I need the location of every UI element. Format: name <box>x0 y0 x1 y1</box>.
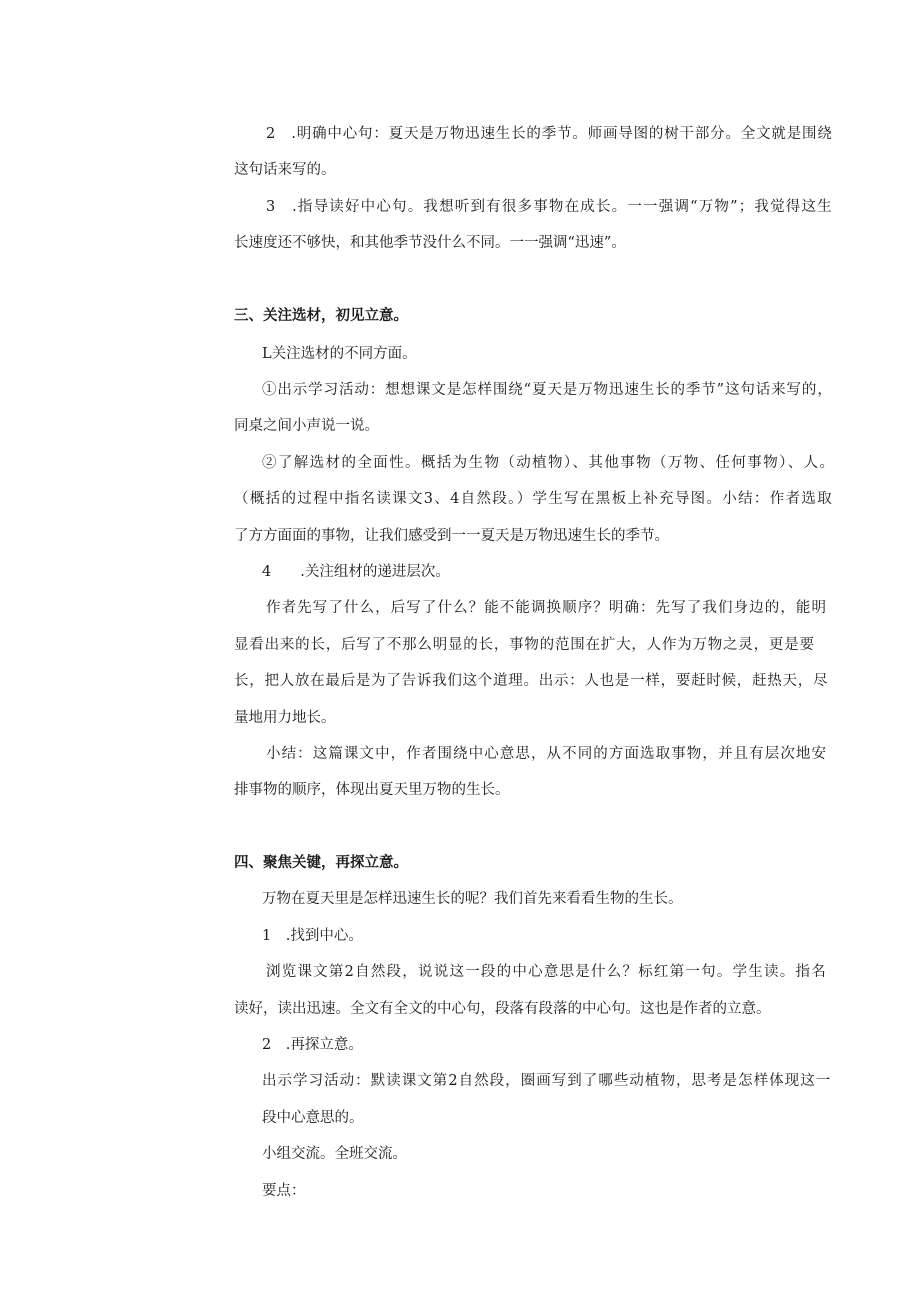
paragraph-line: 段中心意思的。 <box>262 1110 364 1126</box>
section-heading: 三、关注选材，初见立意。 <box>234 308 408 324</box>
paragraph-line: 小结：这篇课文中，作者围绕中心意思，从不同的方面选取事物，并且有层次地安 <box>266 746 828 762</box>
paragraph-line: 1 .找到中心。 <box>262 928 363 944</box>
paragraph-line: 2 .明确中心句：夏天是万物迅速生长的季节。师画导图的树干部分。全文就是围绕 <box>266 126 833 142</box>
paragraph-line: 万物在夏天里是怎样迅速生长的呢？我们首先来看看生物的生长。 <box>262 891 683 907</box>
paragraph-line: 4 .关注组材的递进层次。 <box>262 564 450 580</box>
paragraph-line: （概括的过程中指名读课文3、4自然段。）学生写在黑板上补充导图。小结：作者选取 <box>234 491 834 507</box>
paragraph-line: 2 .再探立意。 <box>262 1037 363 1053</box>
paragraph-line: ②了解选材的全面性。概括为生物（动植物）、其他事物（万物、任何事物）、人。 <box>262 455 836 471</box>
paragraph-line: 了方方面面的事物，让我们感受到一一夏天是万物迅速生长的季节。 <box>234 528 669 544</box>
paragraph-line: 小组交流。全班交流。 <box>262 1146 407 1162</box>
paragraph-line: 3 .指导读好中心句。我想听到有很多事物在成长。一一强调“万物”；我觉得这生 <box>266 199 833 215</box>
paragraph-line: 长，把人放在最后是为了告诉我们这个道理。出示：人也是一样，要赶时候，赶热天，尽 <box>234 673 829 689</box>
paragraph-line: 量地用力地长。 <box>234 710 336 726</box>
paragraph-line: ①出示学习活动：想想课文是怎样围绕“夏天是万物迅速生长的季节”这句话来写的， <box>262 382 833 398</box>
paragraph-line: 读好，读出迅速。全文有全文的中心句，段落有段落的中心句。这也是作者的立意。 <box>234 1001 771 1017</box>
paragraph-line: 要点： <box>262 1183 306 1199</box>
paragraph-line: 同桌之间小声说一说。 <box>234 418 379 434</box>
paragraph-line: 作者先写了什么，后写了什么？能不能调换顺序？明确：先写了我们身边的，能明 <box>266 600 828 616</box>
paragraph-line: 排事物的顺序，体现出夏天里万物的生长。 <box>234 782 510 798</box>
paragraph-line: 显看出来的长，后写了不那么明显的长，事物的范围在扩大，人作为万物之灵，更是要 <box>234 637 815 653</box>
section-heading: 四、聚焦关键，再探立意。 <box>234 855 408 871</box>
paragraph-line: 这句话来写的。 <box>234 162 336 178</box>
paragraph-line: L关注选材的不同方面。 <box>262 346 417 362</box>
paragraph-line: 出示学习活动：默读课文第2自然段，圈画写到了哪些动植物，思考是怎样体现这一 <box>262 1073 832 1089</box>
paragraph-line: 浏览课文第2自然段，说说这一段的中心意思是什么？标红第一句。学生读。指名 <box>266 964 827 980</box>
paragraph-line: 长速度还不够快，和其他季节没什么不同。一一强调“迅速”。 <box>234 235 626 251</box>
